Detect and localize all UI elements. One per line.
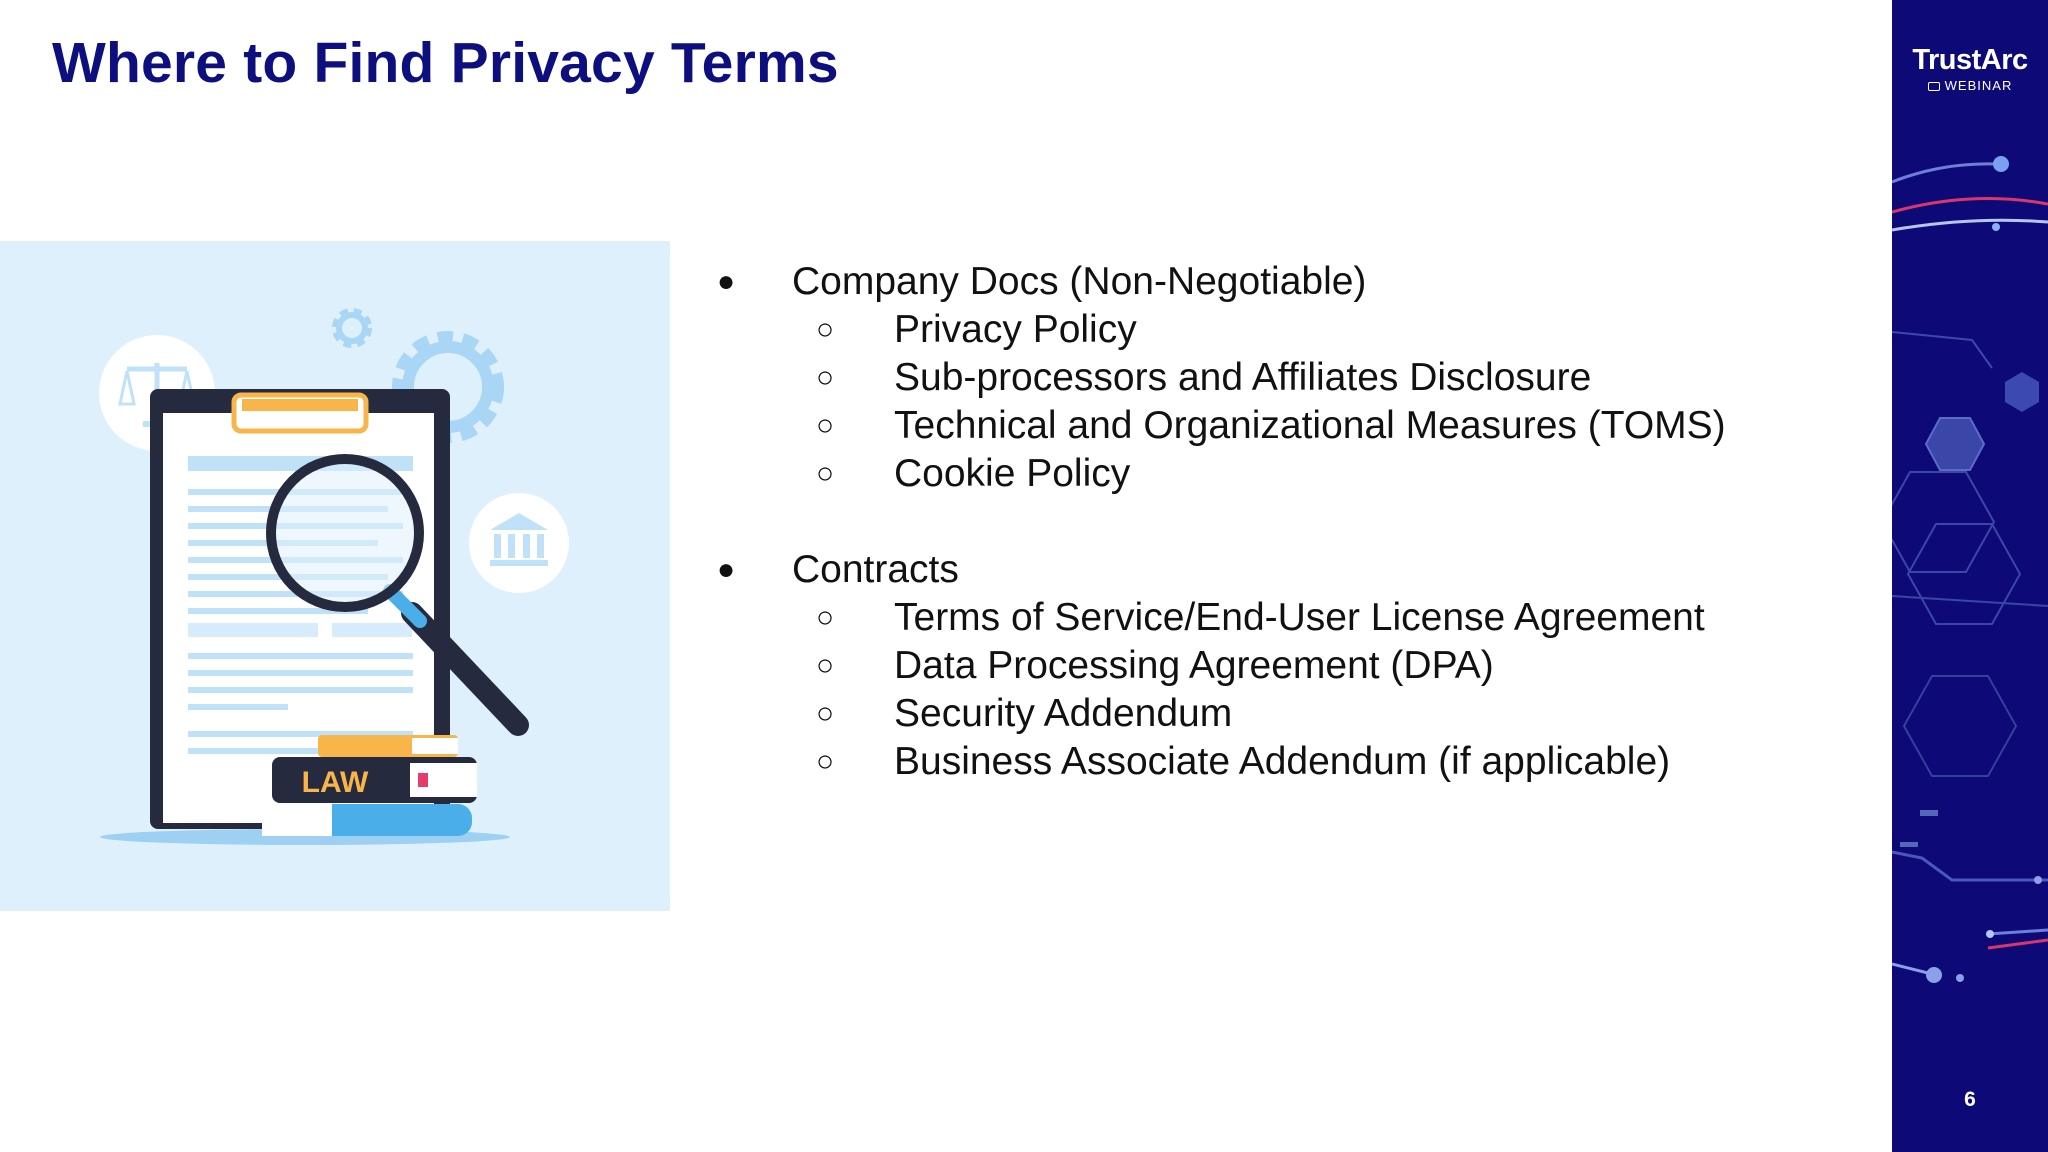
bullet-group-company-docs [712, 258, 1882, 498]
monitor-icon [1928, 82, 1940, 91]
sub-bullet-label: Technical and Organizational Measures (TOMS) [894, 404, 1726, 447]
sub-bullet-label: Security Addendum [894, 692, 1233, 735]
brand-sidebar [1892, 0, 2048, 1152]
sub-bullet-item [712, 354, 1882, 402]
bullet-item [712, 546, 1882, 594]
small-gear-icon [337, 313, 367, 343]
filled-bullet-icon: ● [717, 265, 736, 298]
sub-bullet-label: Privacy Policy [894, 308, 1137, 351]
sub-bullet-item [712, 738, 1882, 786]
bank-icon [469, 493, 569, 593]
hollow-bullet-icon: ○ [816, 409, 835, 442]
sub-bullet-item [712, 402, 1882, 450]
bullet-label: Contracts [792, 548, 959, 591]
logo-subtext [1892, 78, 2048, 93]
bullet-label: Company Docs (Non-Negotiable) [792, 260, 1367, 303]
logo-subtext-label: WEBINAR [1944, 78, 2013, 93]
sub-bullet-item [712, 306, 1882, 354]
network-decoration [1892, 0, 2048, 1152]
hollow-bullet-icon: ○ [816, 601, 835, 634]
sub-bullet-label: Sub-processors and Affiliates Disclosure [894, 356, 1592, 399]
bullet-list [712, 258, 1882, 834]
sub-bullet-item [712, 450, 1882, 498]
hollow-bullet-icon: ○ [816, 313, 835, 346]
sub-bullet-item [712, 690, 1882, 738]
law-book-label: LAW [301, 766, 369, 799]
sub-bullet-label: Business Associate Addendum (if applicable) [894, 740, 1671, 783]
hollow-bullet-icon: ○ [816, 649, 835, 682]
slide-title: Where to Find Privacy Terms [52, 31, 839, 95]
sub-bullet-label: Data Processing Agreement (DPA) [894, 644, 1494, 687]
page-number: 6 [1964, 1088, 1976, 1111]
sub-bullet-item [712, 594, 1882, 642]
filled-bullet-icon: ● [717, 553, 736, 586]
hollow-bullet-icon: ○ [816, 457, 835, 490]
legal-document-illustration [0, 241, 670, 911]
hollow-bullet-icon: ○ [816, 745, 835, 778]
hollow-bullet-icon: ○ [816, 697, 835, 730]
sub-bullet-item [712, 642, 1882, 690]
sub-bullet-label: Cookie Policy [894, 452, 1131, 495]
hollow-bullet-icon: ○ [816, 361, 835, 394]
logo-text: TrustArc [1912, 44, 2028, 76]
trustarc-logo [1892, 44, 2048, 93]
sub-bullet-label: Terms of Service/End-User License Agreement [894, 596, 1705, 639]
bullet-group-contracts [712, 546, 1882, 786]
bullet-item [712, 258, 1882, 306]
